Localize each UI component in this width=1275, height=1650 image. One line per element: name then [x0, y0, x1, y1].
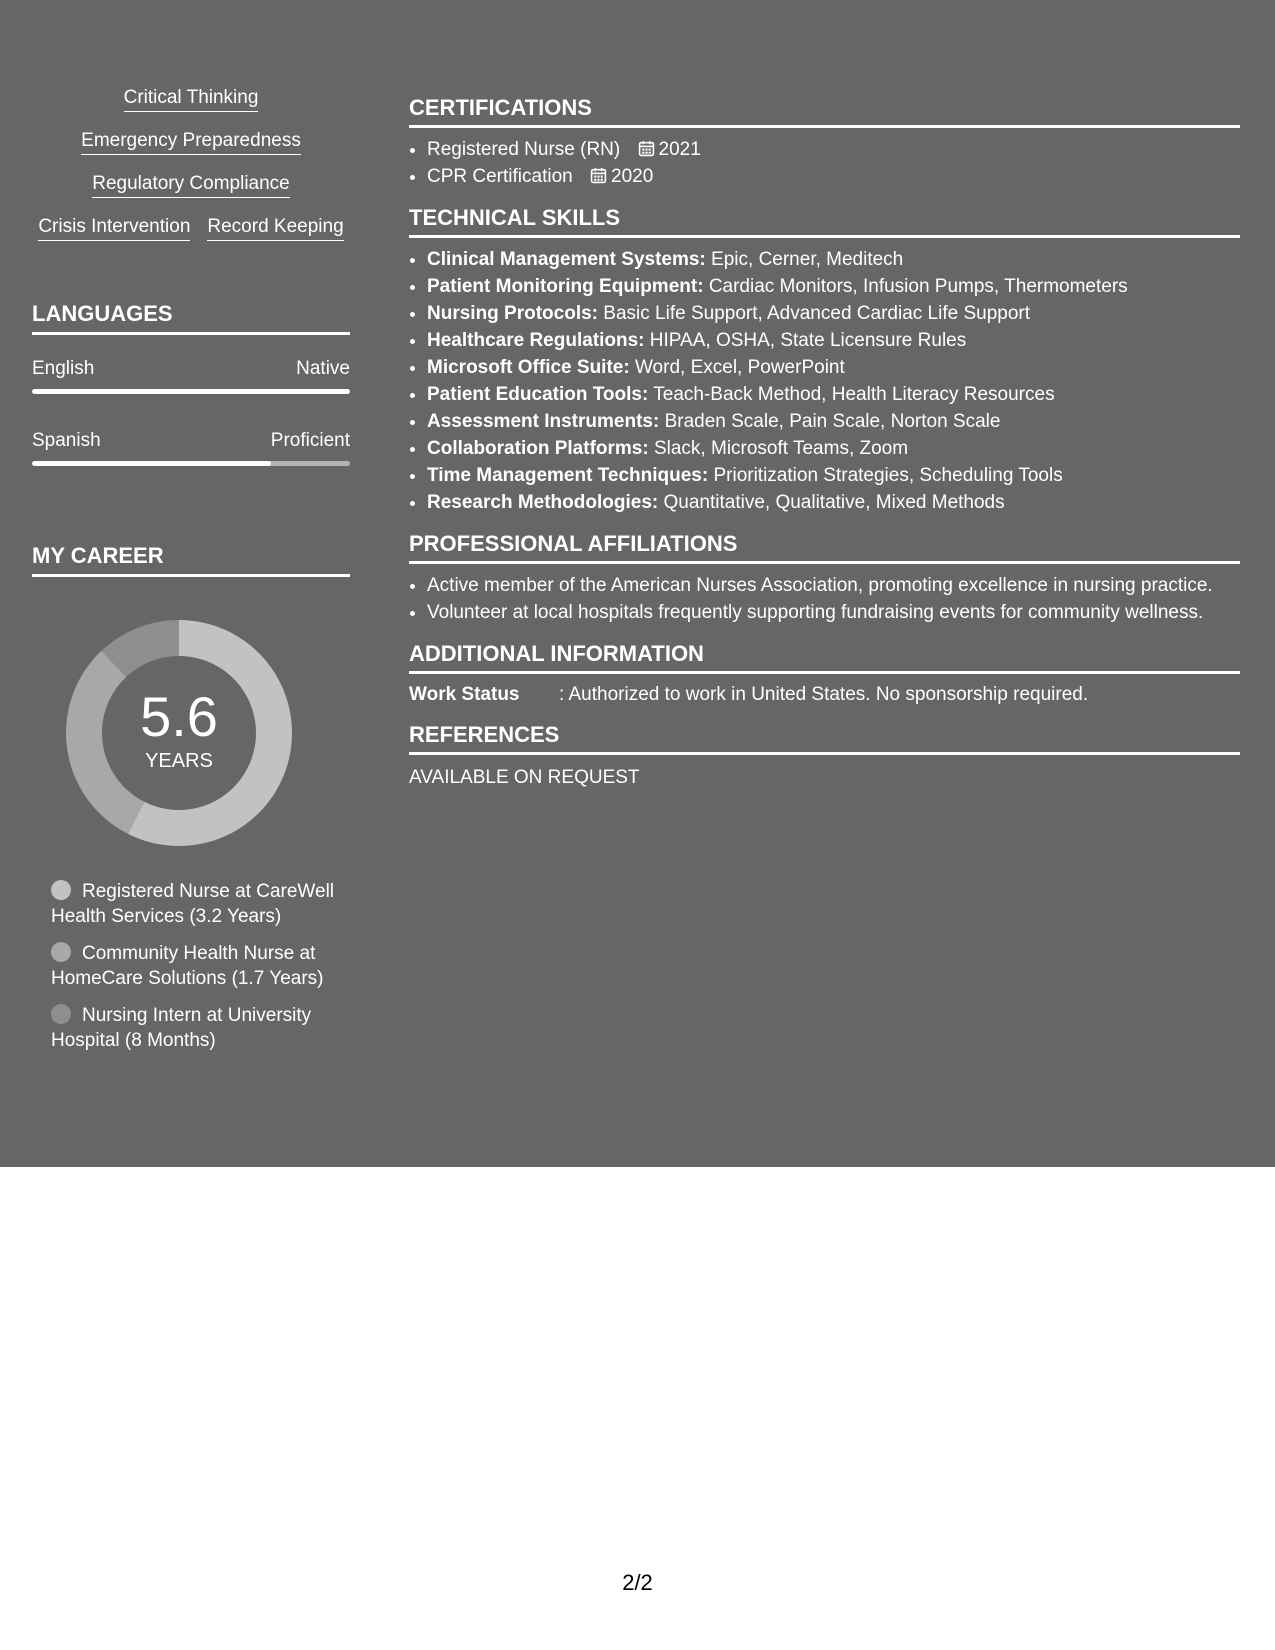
skill-value: Slack, Microsoft Teams, Zoom	[653, 438, 909, 459]
technical-skill-item	[427, 435, 1240, 462]
technical-skill-item	[427, 381, 1240, 408]
career-item-text: Community Health Nurse at HomeCare Solutions (1.7 Years)	[51, 943, 324, 989]
skill-value: Cardiac Monitors, Infusion Pumps, Thermometers	[708, 276, 1128, 297]
career-item	[51, 880, 336, 929]
language-name: English	[32, 358, 95, 379]
work-status-row	[409, 683, 1240, 707]
work-status-value: : Authorized to work in United States. No sponsorship required.	[559, 684, 1089, 705]
affiliation-item: • Volunteer at local hospitals frequently supporting fundraising events for community wellness.	[427, 599, 1240, 626]
skill-label: Patient Education Tools:	[427, 384, 649, 405]
technical-skills-heading: TECHNICAL SKILLS	[409, 204, 1240, 238]
certification-item	[427, 163, 1240, 190]
technical-skill-item	[427, 273, 1240, 300]
language-proficiency-bar	[32, 389, 350, 394]
skill-value: Epic, Cerner, Meditech	[711, 249, 904, 270]
language-row	[32, 429, 350, 466]
page-number: 2/2	[622, 1570, 653, 1595]
technical-skill-item	[427, 246, 1240, 273]
skill-tag: Crisis Intervention	[38, 215, 190, 241]
affiliations-section	[409, 530, 1240, 626]
career-item-text: Nursing Intern at University Hospital (8 Months)	[51, 1005, 312, 1051]
technical-skill-item	[427, 300, 1240, 327]
skill-label: Time Management Techniques:	[427, 465, 709, 486]
skill-tag: Critical Thinking	[124, 86, 259, 112]
career-total-years: 5.6	[140, 685, 218, 748]
certification-name: CPR Certification	[427, 166, 573, 187]
technical-skill-item	[427, 327, 1240, 354]
technical-skill-item	[427, 354, 1240, 381]
language-proficiency-fill	[32, 461, 271, 466]
skill-label: Clinical Management Systems:	[427, 249, 706, 270]
technical-skills-section	[409, 204, 1240, 516]
certification-year: 2021	[658, 139, 701, 160]
skill-tags	[32, 86, 350, 241]
skill-tag: Emergency Preparedness	[81, 129, 301, 155]
languages-section	[32, 300, 350, 466]
languages-heading: LANGUAGES	[32, 300, 350, 335]
skill-label: Patient Monitoring Equipment:	[427, 276, 704, 297]
skill-label: Collaboration Platforms:	[427, 438, 649, 459]
certifications-section	[409, 94, 1240, 190]
references-section	[409, 721, 1240, 790]
career-item	[51, 1004, 336, 1053]
affiliations-heading: PROFESSIONAL AFFILIATIONS	[409, 530, 1240, 564]
language-level: Native	[296, 358, 350, 379]
certifications-heading: CERTIFICATIONS	[409, 94, 1240, 128]
career-item	[51, 942, 336, 991]
language-proficiency-fill	[32, 389, 350, 394]
skill-tag: Regulatory Compliance	[92, 172, 290, 198]
certification-year: 2020	[611, 166, 654, 187]
language-level: Proficient	[270, 430, 350, 451]
technical-skill-item	[427, 462, 1240, 489]
career-color-dot	[51, 1004, 71, 1024]
skill-value: Word, Excel, PowerPoint	[634, 357, 845, 378]
skill-label: Assessment Instruments:	[427, 411, 660, 432]
career-donut-chart	[66, 620, 292, 846]
career-item-text: Registered Nurse at CareWell Health Services (3.2 Years)	[51, 881, 335, 927]
calendar-icon	[590, 167, 607, 184]
skill-label: Research Methodologies:	[427, 492, 659, 513]
certification-item	[427, 136, 1240, 163]
career-total-unit: YEARS	[145, 750, 213, 772]
career-section	[32, 542, 350, 1051]
language-row	[32, 357, 350, 394]
career-list	[51, 880, 336, 1066]
additional-info-section	[409, 640, 1240, 707]
additional-info-heading: ADDITIONAL INFORMATION	[409, 640, 1240, 674]
career-heading: MY CAREER	[32, 542, 350, 577]
technical-skill-item	[427, 408, 1240, 435]
skill-value: Basic Life Support, Advanced Cardiac Life Support	[603, 303, 1030, 324]
career-color-dot	[51, 880, 71, 900]
certification-name: Registered Nurse (RN)	[427, 139, 621, 160]
skill-label: Microsoft Office Suite:	[427, 357, 630, 378]
references-text: AVAILABLE ON REQUEST	[409, 767, 640, 788]
career-color-dot	[51, 942, 71, 962]
language-name: Spanish	[32, 430, 101, 451]
affiliation-item: • Active member of the American Nurses Association, promoting excellence in nursing practice.	[427, 572, 1240, 599]
references-heading: REFERENCES	[409, 721, 1240, 755]
skill-label: Nursing Protocols:	[427, 303, 599, 324]
skill-value: Teach-Back Method, Health Literacy Resources	[653, 384, 1055, 405]
skill-value: Prioritization Strategies, Scheduling Tools	[713, 465, 1063, 486]
skill-label: Healthcare Regulations:	[427, 330, 645, 351]
skill-value: Braden Scale, Pain Scale, Norton Scale	[664, 411, 1001, 432]
right-column	[409, 94, 1240, 804]
work-status-label: Work Status	[409, 684, 520, 705]
skill-value: Quantitative, Qualitative, Mixed Methods	[663, 492, 1005, 513]
calendar-icon	[638, 140, 655, 157]
technical-skill-item	[427, 489, 1240, 516]
language-proficiency-bar	[32, 461, 350, 466]
skill-tag: Record Keeping	[207, 215, 343, 241]
skill-value: HIPAA, OSHA, State Licensure Rules	[649, 330, 967, 351]
